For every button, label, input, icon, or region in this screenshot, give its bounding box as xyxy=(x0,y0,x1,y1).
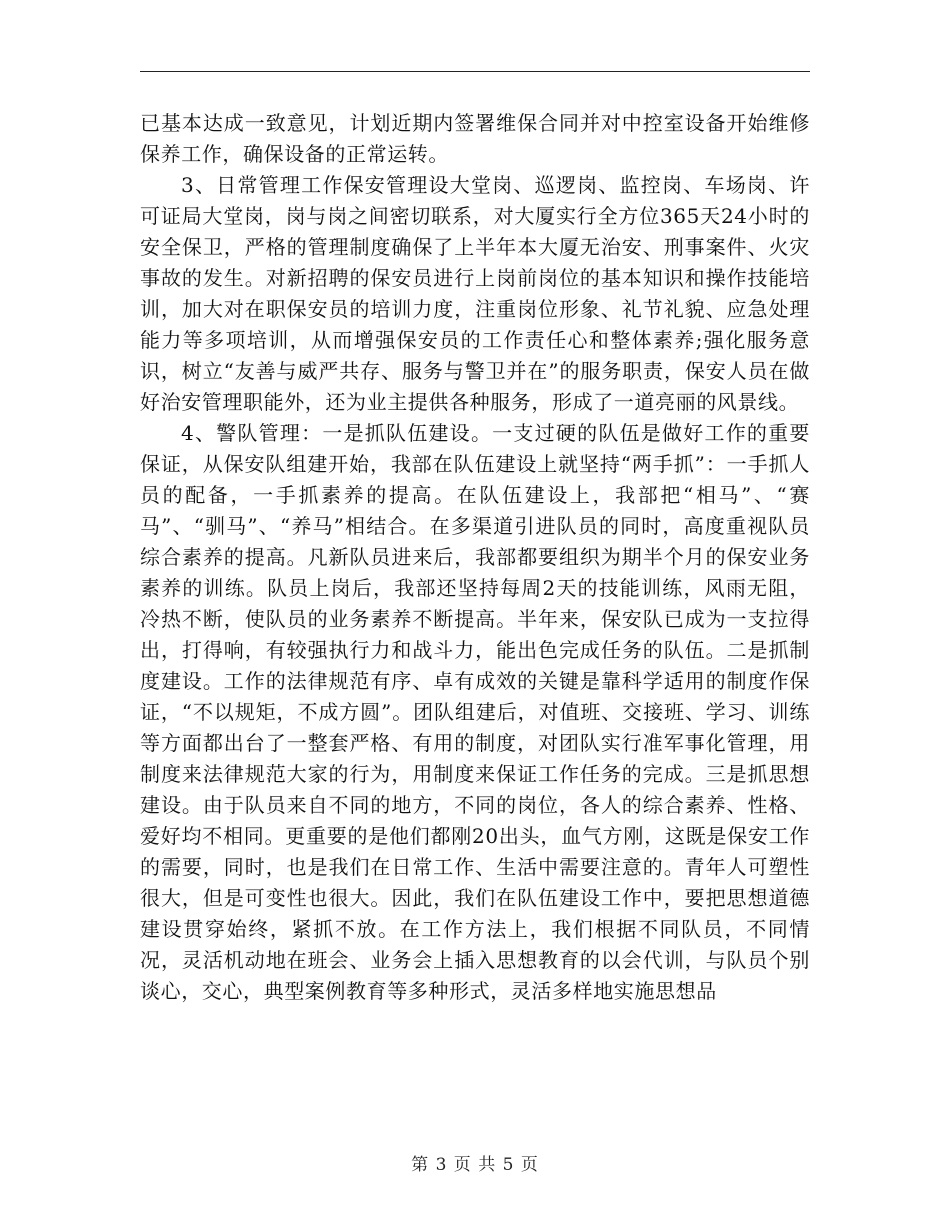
paragraph-daily-management: 3、日常管理工作保安管理设大堂岗、巡逻岗、监控岗、车场岗、许可证局大堂岗，岗与岗之间密切联系，对大厦实行全方位365天24小时的安全保卫，严格的管理制度确保了上半年本大厦无治安、刑事案件、火灾事故的发生。对新招聘的保安员进行上岗前岗位的基本知识和操作技能培训，加大对在职保安员的培训力度，注重岗位形象、礼节礼貌、应急处理能力等多项培训，从而增强保安员的工作责任心和整体素养;强化服务意识，树立“友善与威严共存、服务与警卫并在”的服务职责，保安人员在做好治安管理职能外，还为业主提供各种服务，形成了一道亮丽的风景线。 xyxy=(140,173,810,414)
paragraph-security-team-management: 4、警队管理：一是抓队伍建设。一支过硬的队伍是做好工作的重要保证，从保安队组建开始，我部在队伍建设上就坚持“两手抓”：一手抓人员的配备，一手抓素养的提高。在队伍建设上，我部把“相马”、“赛马”、“驯马”、“养马”相结合。在多渠道引进队员的同时，高度重视队员综合素养的提高。凡新队员进来后，我部都要组织为期半个月的保安业务素养的训练。队员上岗后，我部还坚持每周2天的技能训练，风雨无阻，冷热不断，使队员的业务素养不断提高。半年来，保安队已成为一支拉得出，打得响，有较强执行力和战斗力，能出色完成任务的队伍。二是抓制度建设。工作的法律规范有序、卓有成效的关键是靠科学适用的制度作保证，“不以规矩，不成方圆”。团队组建后，对值班、交接班、学习、训练等方面都出台了一整套严格、有用的制度，对团队实行准军事化管理，用制度来法律规范大家的行为，用制度来保证工作任务的完成。三是抓思想建设。由于队员来自不同的地方，不同的岗位，各人的综合素养、性格、爱好均不相同。更重要的是他们都刚20出头，血气方刚，这既是保安工作的需要，同时，也是我们在日常工作、生活中需要注意的。青年人可塑性很大，但是可变性也很大。因此，我们在队伍建设工作中，要把思想道德建设贯穿始终，紧抓不放。在工作方法上，我们根据不同队员，不同情况，灵活机动地在班会、业务会上插入思想教育的以会代训，与队员个别谈心，交心，典型案例教育等多种形式，灵活多样地实施思想品 xyxy=(140,421,810,1003)
paragraph-continued: 已基本达成一致意见，计划近期内签署维保合同并对中控室设备开始维修保养工作，确保设备的正常运转。 xyxy=(140,111,810,166)
header-rule xyxy=(140,71,810,72)
page-footer: 第 3 页 共 5 页 xyxy=(411,1155,539,1175)
document-body xyxy=(140,108,810,1007)
